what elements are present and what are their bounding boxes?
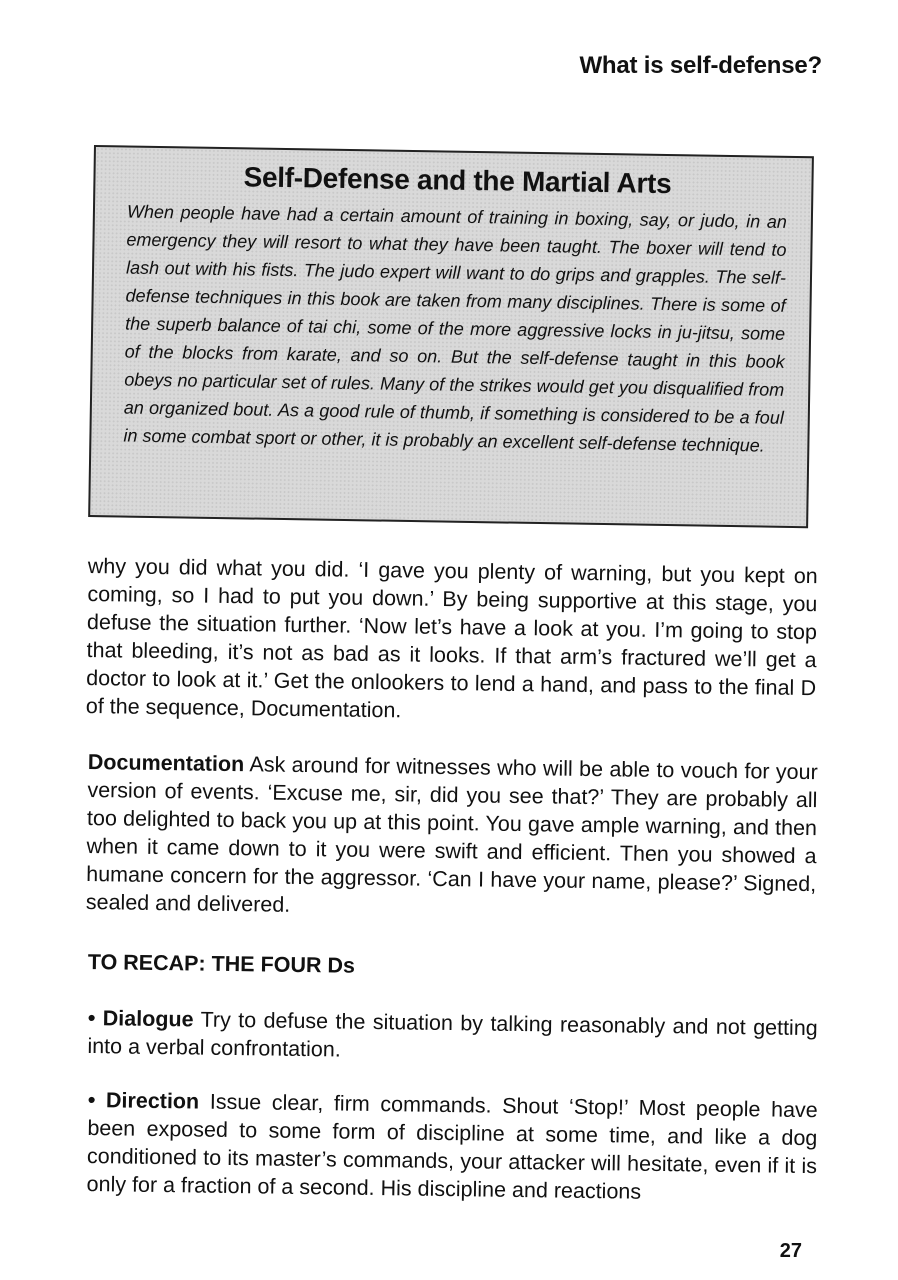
running-head: What is self-defense? <box>579 52 822 79</box>
sidebar-box <box>88 145 814 528</box>
documentation-heading: Documentation <box>87 749 245 777</box>
dialogue-text: Try to defuse the situation by talking reasonably and not getting into a verbal confrontation. <box>87 1007 818 1062</box>
recap-heading: TO RECAP: THE FOUR Ds <box>87 949 356 978</box>
sidebar-text: When people have had a certain amount of training in boxing, say, or judo, in an emergency they will resort to what they have been taught. The boxer will tend to lash out with his fists. The judo expert will want to do grips and grapples. The self-defense techniques in this book are taken from many disciplines. There is some of the superb balance of tai chi, some of the more aggressive locks in ju-jitsu, some of the blocks from karate, and so on. But the self-defense taught in this book obeys no particular set of rules. Many of the strikes would get you disqualified from an organized bout. As a good rule of thumb, if something is considered to be a foul in some combat sport or other, it is probably an excellent self-defense technique. <box>123 201 788 456</box>
direction-text: Issue clear, firm commands. Shout ‘Stop!’ Most people have been exposed to some form of discipline at some time, and like a dog conditioned to its master’s commands, your attacker will hesitate, even if it is only for a fraction of a second. His discipline and reactions <box>86 1089 818 1204</box>
dialogue-heading: • Dialogue <box>87 1005 194 1032</box>
body-paragraph: why you did what you did. ‘I gave you plenty of warning, but you kept on coming, so I had to put you down.’ By being supportive at this stage, you defuse the situation further. ‘Now let’s have a look at you. I’m going to stop that bleeding, it’s not as bad as it looks. If that arm’s fractured we’ll get a doctor to look at it.’ Get the onlookers to lend a hand, and pass to the final D of the sequence, Documentation. <box>85 553 818 723</box>
dialogue-bullet <box>87 1004 818 1070</box>
documentation-text: Ask around for witnesses who will be able to vouch for your version of events. ‘Excuse me, sir, did you see that?’ They are probably all too delighted to back you up at this point. You gave ample warning, and then when it came down to it you were swift and efficient. Then you showed a humane concern for the aggressor. ‘Can I have your name, please?’ Signed, sealed and delivered. <box>85 752 818 917</box>
direction-bullet <box>86 1086 817 1208</box>
direction-heading: • Direction <box>87 1087 200 1114</box>
sidebar-title: Self-Defense and the Martial Arts <box>243 161 672 200</box>
page-number: 27 <box>779 1240 802 1262</box>
documentation-paragraph <box>86 748 818 926</box>
